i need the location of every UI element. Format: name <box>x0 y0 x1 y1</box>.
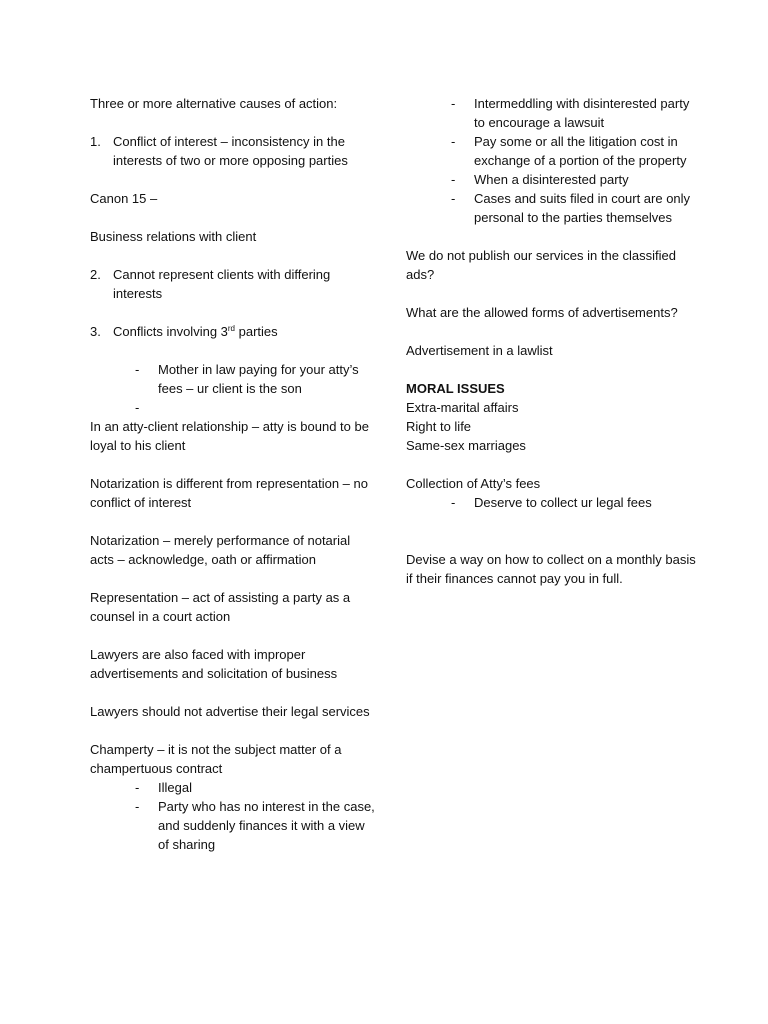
moral-item: Extra-marital affairs <box>406 400 519 415</box>
list-item-text: Deserve to collect ur legal fees <box>474 495 652 510</box>
intro-line: Three or more alternative causes of action: <box>90 96 338 111</box>
dash-marker: - <box>451 172 456 187</box>
paragraph: Notarization is different from representation – no conflict of interest <box>90 476 368 510</box>
list-item <box>406 170 696 189</box>
moral-item: Same-sex marriages <box>406 438 526 453</box>
numbered-item-1 <box>90 132 375 170</box>
list-item-text: Cases and suits filed in court are only personal to the parties themselves <box>474 191 691 225</box>
numbered-item-2 <box>90 265 375 303</box>
dash-marker: - <box>451 495 456 510</box>
dash-marker: - <box>135 799 140 814</box>
paragraph: We do not publish our services in the classified ads? <box>406 248 677 282</box>
business-line: Business relations with client <box>90 229 257 244</box>
item-text-post: parties <box>235 324 278 339</box>
item-number: 2. <box>90 267 101 282</box>
section-heading: MORAL ISSUES <box>406 381 505 396</box>
item-text-pre: Conflicts involving 3 <box>113 324 228 339</box>
left-column <box>90 94 375 854</box>
paragraph: In an atty-client relationship – atty is bound to be loyal to his client <box>90 419 369 453</box>
list-item <box>406 132 696 170</box>
list-item <box>90 778 375 797</box>
list-item-text: Pay some or all the litigation cost in exchange of a portion of the property <box>474 134 687 168</box>
list-item-text: Illegal <box>158 780 192 795</box>
list-item <box>406 189 696 227</box>
dash-marker: - <box>451 191 456 206</box>
paragraph: Lawyers are also faced with improper advertisements and solicitation of business <box>90 647 338 681</box>
list-item <box>90 360 375 398</box>
bullet-list-3 <box>406 94 696 227</box>
list-item-text: Party who has no interest in the case, and suddenly finances it with a view of sharing <box>158 799 375 852</box>
item-text: Cannot represent clients with differing interests <box>113 267 331 301</box>
list-item <box>406 493 696 512</box>
list-item <box>90 797 375 854</box>
moral-item: Right to life <box>406 419 472 434</box>
list-item-text: Intermeddling with disinterested party to encourage a lawsuit <box>474 96 690 130</box>
canon-line: Canon 15 – <box>90 191 158 206</box>
item-superscript: rd <box>227 324 236 333</box>
dash-marker: - <box>135 400 140 415</box>
item-number: 1. <box>90 134 101 149</box>
list-item-text: When a disinterested party <box>474 172 629 187</box>
dash-marker: - <box>451 134 456 149</box>
paragraph: Advertisement in a lawlist <box>406 343 553 358</box>
dash-marker: - <box>135 780 140 795</box>
list-item-text: Mother in law paying for your atty’s fees – ur client is the son <box>158 362 359 396</box>
numbered-item-3 <box>90 322 375 341</box>
bullet-list-2 <box>90 778 375 854</box>
item-number: 3. <box>90 324 101 339</box>
paragraph: Representation – act of assisting a party as a counsel in a court action <box>90 590 351 624</box>
list-item <box>406 94 696 132</box>
paragraph: Lawyers should not advertise their legal services <box>90 704 370 719</box>
paragraph: What are the allowed forms of advertisements? <box>406 305 678 320</box>
dash-marker: - <box>451 96 456 111</box>
paragraph: Collection of Atty’s fees <box>406 476 541 491</box>
dash-marker: - <box>135 362 140 377</box>
paragraph: Devise a way on how to collect on a monthly basis if their finances cannot pay you in full. <box>406 552 696 586</box>
right-column <box>406 94 696 588</box>
bullet-list-1 <box>90 360 375 417</box>
paragraph: Notarization – merely performance of notarial acts – acknowledge, oath or affirmation <box>90 533 351 567</box>
paragraph: Champerty – it is not the subject matter of a champertuous contract <box>90 742 342 776</box>
list-item <box>90 398 375 417</box>
item-text: Conflict of interest – inconsistency in the interests of two or more opposing parties <box>113 134 348 168</box>
